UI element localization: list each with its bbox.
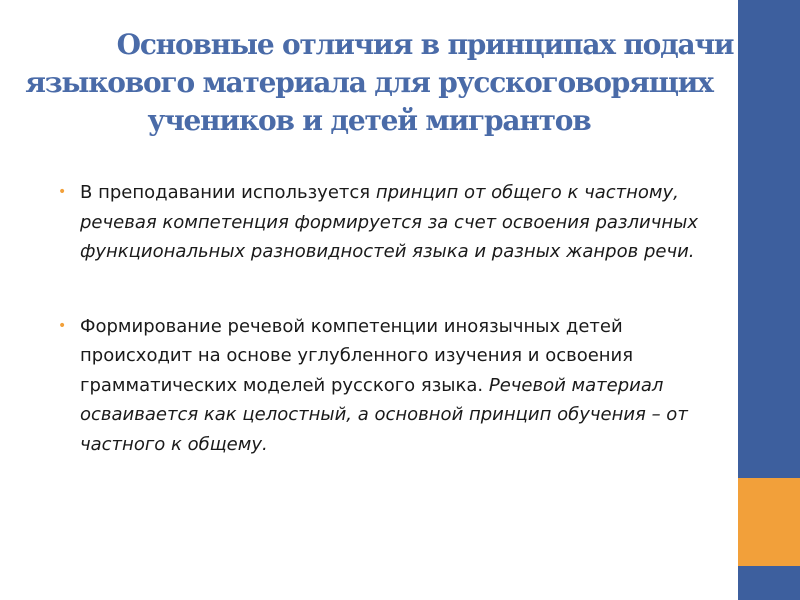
slide-title [0,26,738,140]
bullet-item-2 [58,312,718,460]
decorative-accent-block [738,478,800,566]
bullet-item-1 [58,178,718,267]
title-line-2: языкового материала для русскоговорящих [25,66,713,99]
bullet-1-italic-text: принцип от общего к частному, речевая компетенция формируется за счет освоения различных функциональных разновидностей языка и разных жанров речи. [80,182,698,262]
bullet-dot-icon: • [58,184,67,200]
bullet-1-text: В преподавании используется [80,182,376,203]
bullet-dot-icon: • [58,317,67,334]
bullet-list [58,178,718,504]
bullet-2-text: Формирование речевой компетенции иноязычных детей происходит на основе углубленного изучения и освоения грамматических моделей русского языка. [80,315,634,396]
title-line-3: учеников и детей мигрантов [147,104,591,137]
title-line-1: Основные отличия в принципах подачи [116,28,734,61]
bullet-2-italic-text: Речевой материал осваивается как целостный, а основной принцип обучения – от частного к общему. [80,374,688,455]
